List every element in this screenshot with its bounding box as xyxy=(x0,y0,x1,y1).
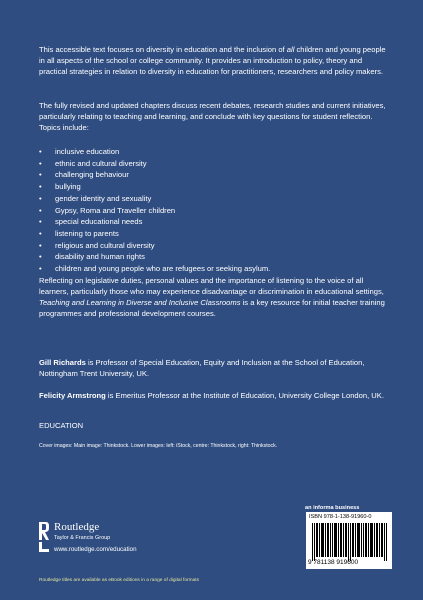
topic-item xyxy=(39,228,389,240)
intro-paragraph xyxy=(39,44,389,77)
topics-list xyxy=(39,146,389,275)
bullet: • xyxy=(39,264,42,274)
intro-text-1: This accessible text focuses on diversity in education and the inclusion of xyxy=(39,45,287,54)
ebook-footer: Routledge titles are available as eBook editions in a range of digital formats xyxy=(39,578,199,583)
book-title-italic: Teaching and Learning in Diverse and Inclusive Classrooms xyxy=(39,298,241,307)
topic-label: disability and human rights xyxy=(55,252,145,262)
topic-label: religious and cultural diversity xyxy=(55,240,155,250)
publisher-name: Routledge xyxy=(54,521,100,533)
topic-label: gender identity and sexuality xyxy=(55,193,152,203)
bullet: • xyxy=(39,240,42,250)
topic-item xyxy=(39,216,389,228)
bullet: • xyxy=(39,193,42,203)
bullet: • xyxy=(39,228,42,238)
subject-category: EDUCATION xyxy=(39,421,84,430)
routledge-logo-icon xyxy=(38,520,50,554)
chapters-paragraph: The fully revised and updated chapters discuss recent debates, research studies and current initiatives, particularly relating to teaching and learning, and conclude with key questions for student reflection. Topics include: xyxy=(39,101,386,132)
barcode-icon xyxy=(312,523,388,561)
reflecting-text-1: Reflecting on legislative duties, personal values and the importance of listening to the voice of all learners, particularly those who may experience disadvantage or discrimination in educational settings, xyxy=(39,276,384,296)
author-bio-text: is Emeritus Professor at the Institute of Education, University College London, UK. xyxy=(105,391,384,400)
bullet: • xyxy=(39,182,42,192)
reflecting-text-2: is a key resource for initial teacher training programmes and professional development courses. xyxy=(39,298,385,318)
publisher-group: Taylor & Francis Group xyxy=(54,535,111,541)
author-name: Gill Richards xyxy=(39,358,86,367)
bullet: • xyxy=(39,252,42,262)
bullet: • xyxy=(39,205,42,215)
intro-text-2: children and young people in all aspects of the school or college community. It provides an introduction to policy, theory and practical strategies in relation to diversity in education for practitioners, researchers and policy makers. xyxy=(39,45,386,76)
reflecting-paragraph xyxy=(39,275,389,319)
isbn-text: ISBN 978-1-138-91960-0 xyxy=(309,514,372,520)
barcode-digits: 9 781138 919600 xyxy=(308,559,359,566)
topic-item xyxy=(39,181,389,193)
topic-label: bullying xyxy=(55,182,81,192)
intro-emphasis: all xyxy=(286,45,295,54)
topic-label: Gypsy, Roma and Traveller children xyxy=(55,205,176,215)
publisher-url: www.routledge.com/education xyxy=(54,546,137,553)
author-bio-text: is Professor of Special Education, Equity and Inclusion at the School of Education, Nottingham Trent University, UK. xyxy=(39,358,365,378)
bullet: • xyxy=(39,158,42,168)
topic-label: challenging behaviour xyxy=(55,170,129,180)
bullet: • xyxy=(39,147,42,156)
topic-item xyxy=(39,158,389,170)
topic-item xyxy=(39,205,389,217)
author-bio-richards xyxy=(39,357,389,379)
bullet: • xyxy=(39,217,42,227)
informa-label: an informa business xyxy=(305,505,360,511)
topic-item xyxy=(39,193,389,205)
cover-credits: Cover images: Main image: Thinkstock. Lower images: left: iStock, centre: Thinkstock, right: Thinkstock. xyxy=(39,443,278,449)
publisher-logo xyxy=(38,520,238,560)
topic-label: listening to parents xyxy=(55,228,119,238)
topic-item xyxy=(39,169,389,181)
topic-label: inclusive education xyxy=(55,147,120,156)
isbn-barcode xyxy=(306,512,392,569)
topic-label: ethnic and cultural diversity xyxy=(55,158,147,168)
topic-label: children and young people who are refugees or seeking asylum. xyxy=(55,264,271,274)
topic-item xyxy=(39,240,389,252)
topic-item xyxy=(39,251,389,263)
topic-label: special educational needs xyxy=(55,217,143,227)
topic-item xyxy=(39,146,389,158)
topic-item xyxy=(39,263,389,275)
bullet: • xyxy=(39,170,42,180)
author-name: Felicity Armstrong xyxy=(39,391,106,400)
author-bio-armstrong xyxy=(39,390,389,401)
